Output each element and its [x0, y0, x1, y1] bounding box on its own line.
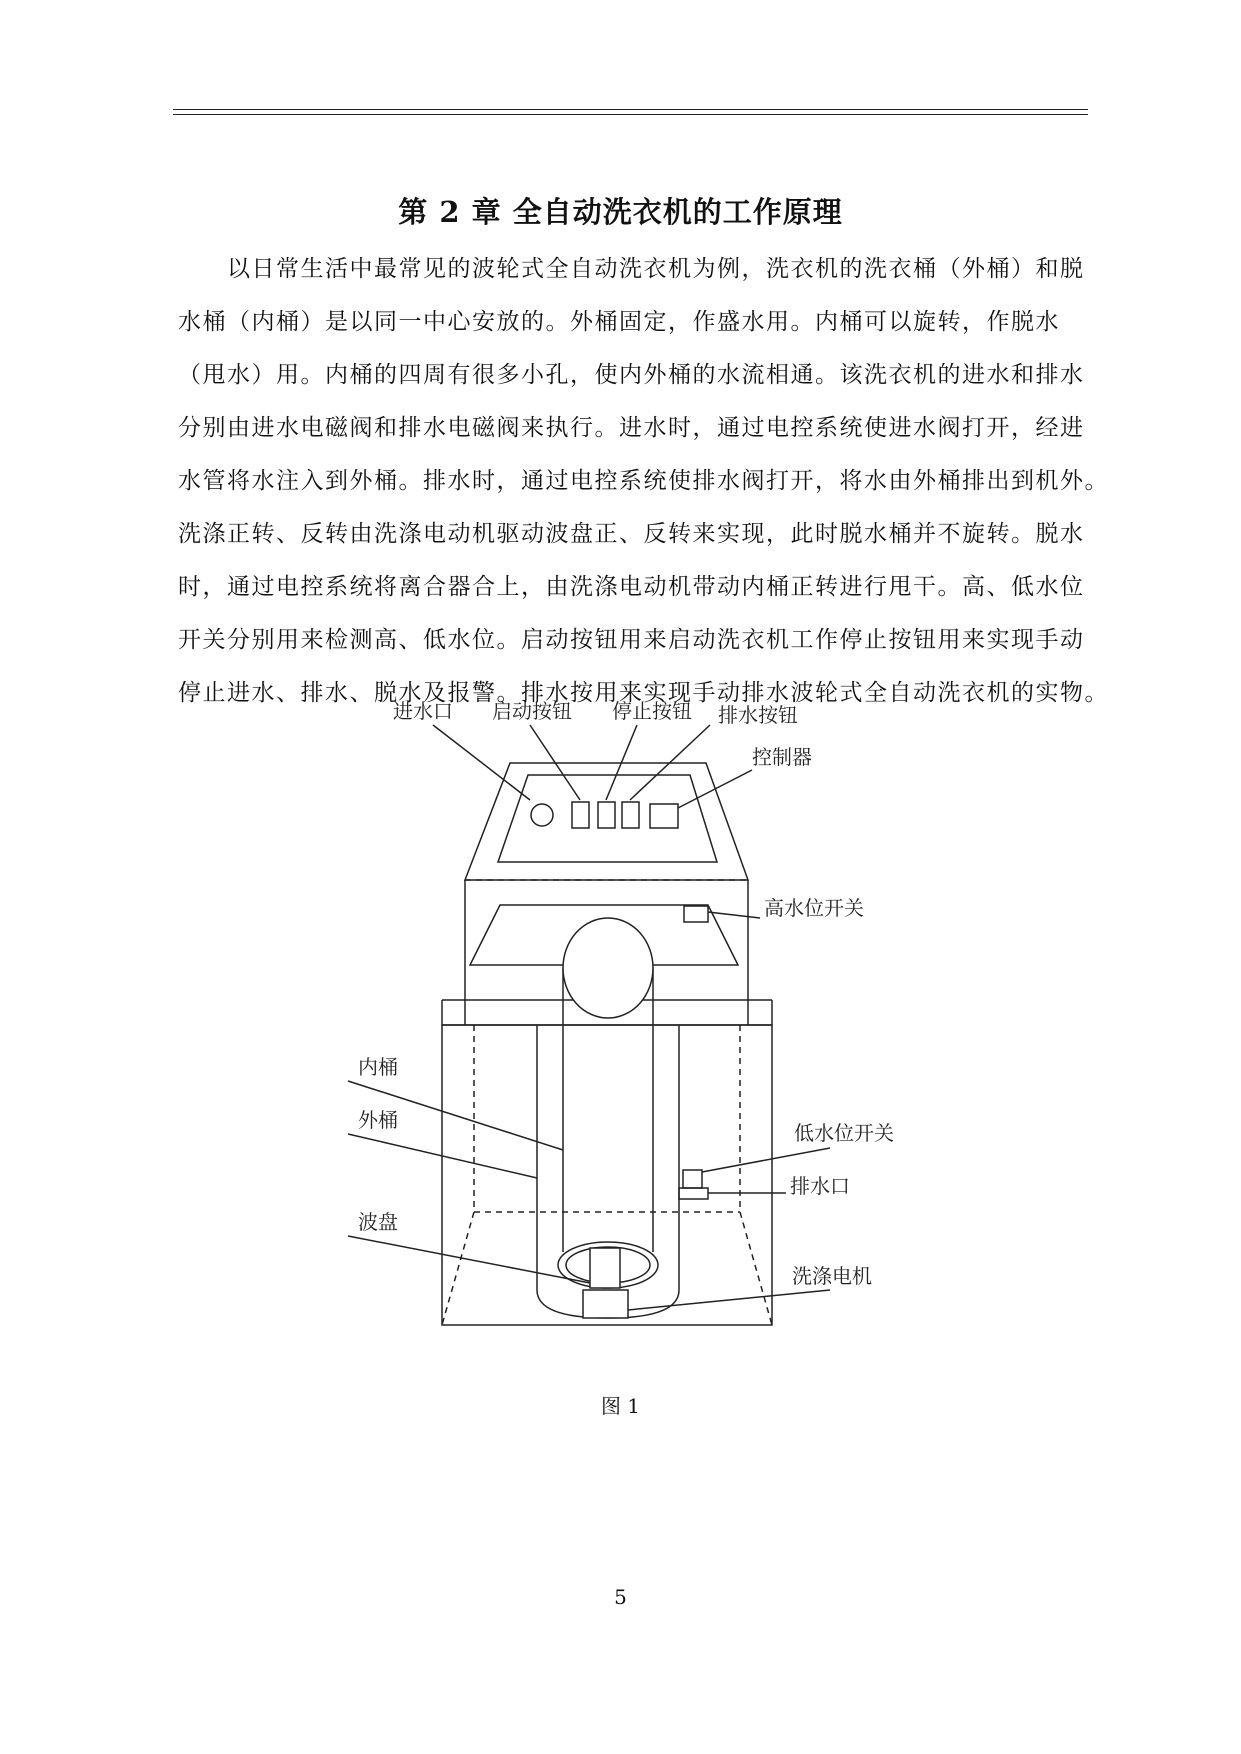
label-inner-tub: 内桶	[358, 1055, 398, 1079]
chapter-title: 第 2 章 全自动洗衣机的工作原理	[398, 195, 843, 229]
figure-caption: 图 1	[600, 1394, 641, 1418]
high-level-switch-box	[684, 906, 708, 922]
label-low-level-switch: 低水位开关	[794, 1121, 894, 1145]
wash-motor	[583, 1290, 628, 1318]
inlet-circle	[531, 804, 553, 826]
header-rule-bottom	[173, 114, 1088, 115]
label-wash-motor: 洗涤电机	[792, 1264, 872, 1288]
label-high-level-switch: 高水位开关	[764, 896, 864, 920]
page-number: 5	[614, 1585, 627, 1609]
start-button-box	[572, 802, 589, 828]
paragraph-line: 水管将水注入到外桶。排水时，通过电控系统使排水阀打开，将水由外桶排出到机外。	[178, 468, 1109, 494]
low-level-switch-box	[683, 1170, 702, 1188]
drain-button-box	[622, 802, 639, 828]
paragraph-line: 洗涤正转、反转由洗涤电动机驱动波盘正、反转来实现，此时脱水桶并不旋转。脱水	[178, 521, 1085, 547]
label-inlet: 进水口	[393, 699, 453, 723]
paragraph-line: 水桶（内桶）是以同一中心安放的。外桶固定，作盛水用。内桶可以旋转，作脱水	[178, 309, 1060, 335]
paragraph-line: 分别由进水电磁阀和排水电磁阀来执行。进水时，通过电控系统使进水阀打开，经进	[178, 415, 1085, 441]
stop-button-box	[598, 802, 615, 828]
label-drain-outlet: 排水口	[790, 1174, 850, 1198]
drain-outlet-box	[679, 1188, 708, 1199]
paragraph-line: （甩水）用。内桶的四周有很多小孔，使内外桶的水流相通。该洗衣机的进水和排水	[178, 362, 1085, 388]
label-pulsator: 波盘	[358, 1210, 398, 1234]
label-drain-button: 排水按钮	[718, 703, 798, 727]
header-rule-top	[173, 109, 1088, 110]
washing-machine-diagram	[0, 690, 1241, 1350]
paragraph-line: 开关分别用来检测高、低水位。启动按钮用来启动洗衣机工作停止按钮用来实现手动	[178, 627, 1085, 653]
label-outer-tub: 外桶	[358, 1108, 398, 1132]
label-start-button: 启动按钮	[492, 699, 572, 723]
paragraph-line: 以日常生活中最常见的波轮式全自动洗衣机为例，洗衣机的洗衣桶（外桶）和脱	[178, 256, 1085, 282]
label-controller: 控制器	[752, 745, 812, 769]
label-stop-button: 停止按钮	[612, 699, 692, 723]
controller-box	[650, 804, 678, 828]
paragraph-line: 时，通过电控系统将离合器合上，由洗涤电动机带动内桶正转进行甩干。高、低水位	[178, 574, 1085, 600]
paragraph-line: 停止进水、排水、脱水及报警。排水按用来实现手动排水波轮式全自动洗衣机的实物。	[178, 680, 1109, 706]
